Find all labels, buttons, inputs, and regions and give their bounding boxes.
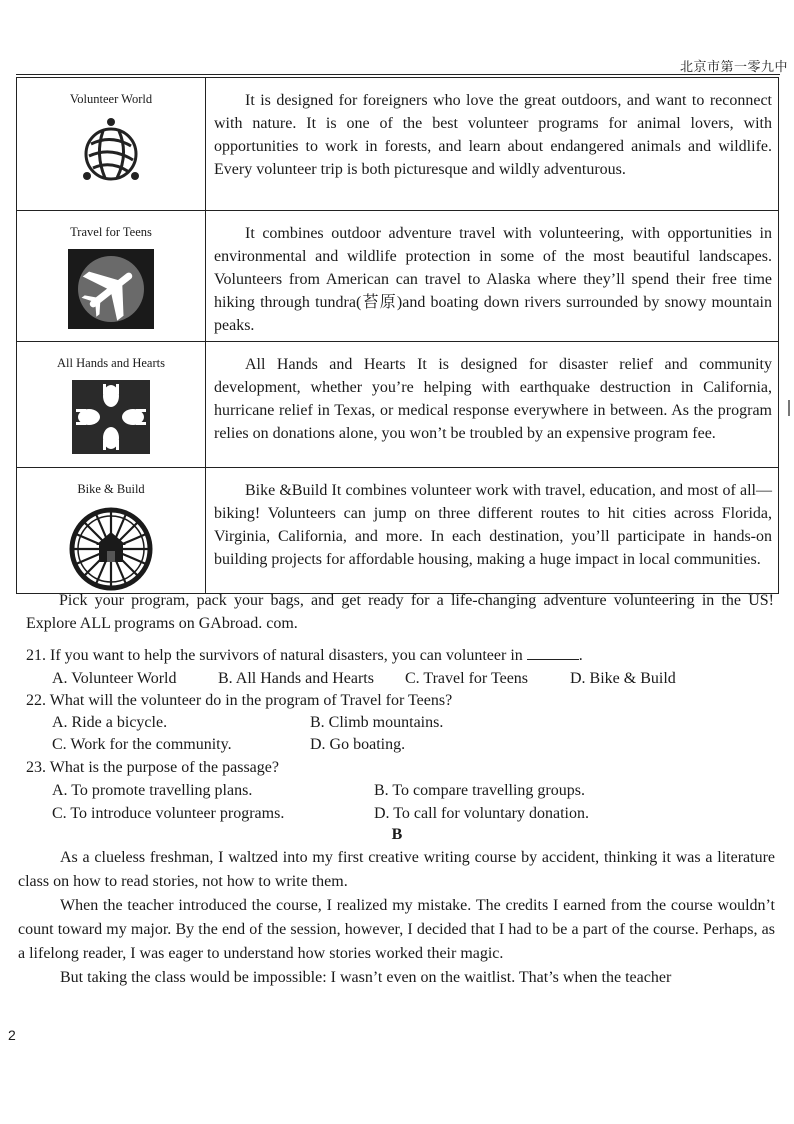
page-number: 2 bbox=[8, 1027, 16, 1043]
answer-blank bbox=[527, 645, 579, 660]
program-row bbox=[17, 468, 779, 594]
passage-b bbox=[18, 846, 775, 990]
program-logo-cell bbox=[17, 211, 206, 342]
option-a: A. To promote travelling plans. bbox=[52, 782, 253, 799]
option-b: B. All Hands and Hearts bbox=[218, 670, 374, 687]
program-table bbox=[16, 77, 779, 594]
hands-heart-icon bbox=[72, 380, 150, 454]
bike-wheel-house-icon bbox=[68, 506, 154, 592]
option-d: D. Go boating. bbox=[310, 736, 406, 753]
program-text: It combines outdoor adventure travel with volunteering, with opportunities in environmental and wildlife protection in some of the most beautiful landscapes. Volunteers from American can travel to Alaska where they’ll spend their free time hiking through tundra(苔原)and boating down rivers surrounded by snowy mountain peaks. bbox=[214, 225, 772, 334]
program-text: All Hands and Hearts It is designed for disaster relief and community development, whether you’re helping with earthquake destruction in California, hurricane relief in Texas, or medical response everywhere in between. As the program relies on donations alone, you won’t be troubled by an expensive program fee. bbox=[214, 356, 772, 442]
program-logo-cell bbox=[17, 342, 206, 468]
closing-paragraph: Pick your program, pack your bags, and get ready for a life-changing adventure volunteering in the US! Explore ALL programs on GAbroad. com. bbox=[26, 592, 774, 632]
program-name: Travel for Teens bbox=[70, 225, 152, 239]
scan-mark bbox=[788, 400, 790, 416]
program-logo-cell bbox=[17, 78, 206, 211]
program-description bbox=[206, 78, 779, 211]
knot-logo-icon bbox=[75, 116, 147, 186]
program-text: Bike &Build It combines volunteer work with travel, education, and most of all—biking! Volunteers can jump on three different routes to hit cities across Florida, Virginia, California, and more. In each destination, you’ll participate in hands-on building projects for affordable housing, making a huge impact in local communities. bbox=[214, 482, 772, 568]
passage-paragraph: As a clueless freshman, I waltzed into my first creative writing course by accident, thinking it was a literature class on how to read stories, not how to write them. bbox=[18, 849, 775, 890]
option-a: A. Ride a bicycle. bbox=[52, 714, 168, 731]
program-text: It is designed for foreigners who love the great outdoors, and want to reconnect with nature. It is one of the best volunteer programs for animal lovers, with opportunities to work in forests, and learn about endangered animals and wildlife. Every volunteer trip is both picturesque and wildly adventurous. bbox=[214, 92, 772, 178]
question-end: . bbox=[578, 647, 583, 664]
program-logo-cell bbox=[17, 468, 206, 594]
airplane-icon bbox=[68, 249, 154, 329]
passage-paragraph: But taking the class would be impossible: I wasn’t even on the waitlist. That’s when the teacher bbox=[60, 969, 672, 986]
question-21 bbox=[26, 645, 583, 667]
option-d: D. Bike & Build bbox=[570, 670, 676, 687]
program-description bbox=[206, 211, 779, 342]
program-name: Volunteer World bbox=[69, 92, 153, 106]
question-23: 23. What is the purpose of the passage? bbox=[26, 759, 279, 776]
section-b-heading: B bbox=[391, 826, 403, 843]
question-22: 22. What will the volunteer do in the program of Travel for Teens? bbox=[26, 692, 453, 709]
option-c: C. Work for the community. bbox=[52, 736, 232, 753]
school-name: 北京市第一零九中 bbox=[679, 59, 788, 74]
program-name: Bike & Build bbox=[77, 482, 145, 496]
option-c: C. To introduce volunteer programs. bbox=[52, 805, 285, 822]
option-a: A. Volunteer World bbox=[52, 670, 177, 687]
option-c: C. Travel for Teens bbox=[405, 670, 529, 687]
question-stem: 21. If you want to help the survivors of natural disasters, you can volunteer in bbox=[26, 647, 523, 664]
program-row bbox=[17, 78, 779, 211]
option-b: B. Climb mountains. bbox=[310, 714, 444, 731]
program-row bbox=[17, 211, 779, 342]
program-name: All Hands and Hearts bbox=[57, 356, 165, 370]
program-row bbox=[17, 342, 779, 468]
passage-paragraph: When the teacher introduced the course, I realized my mistake. The credits I earned from the course wouldn’t count toward my major. By the end of the session, however, I decided that I had to be a part of the course. Perhaps, as a lifelong reader, I was eager to understand how stories worked their magic. bbox=[18, 897, 775, 962]
option-d: D. To call for voluntary donation. bbox=[374, 805, 589, 822]
option-b: B. To compare travelling groups. bbox=[374, 782, 585, 799]
header-rule bbox=[16, 74, 780, 75]
program-description bbox=[206, 342, 779, 468]
program-description bbox=[206, 468, 779, 594]
